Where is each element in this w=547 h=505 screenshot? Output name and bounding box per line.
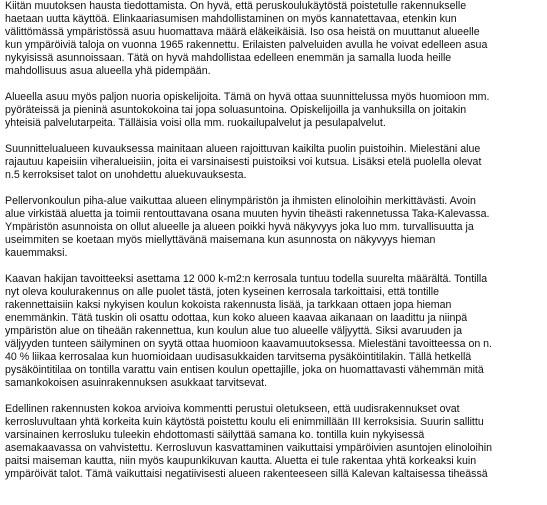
text-line: välittömässä ympäristössä asuu huomattava määrä eläkeikäisiä. Iso osa heistä on muuttanut alueelle	[5, 26, 480, 38]
text-line: varsinainen kerrosluku tuleekin ehdottomasti säilyttää samana ko. tontilla kuin nykyisessä	[5, 429, 425, 441]
paragraph-3	[5, 143, 543, 182]
paragraph-1	[5, 0, 543, 78]
text-line: Ympäristön asunnoista on ollut alueelle ja alueen poikki hyvä näkyvyys joka luo mm. turvallisuutta ja	[5, 221, 474, 233]
text-line: useimmiten se koetaan myös miellyttävänä maisemana kun asunnosta on näkyvyys hieman	[5, 234, 436, 246]
text-line: samankokoisen asuinrakennuksen asukkaat tarvitsevat.	[5, 377, 268, 389]
paragraph-4	[5, 195, 543, 260]
text-line: pyöräteissä ja pieninä asuntokokoina tai jopa soluasuntoina. Opiskelijoilla ja vanhuksilla on joitakin	[5, 104, 467, 116]
text-line: alue virkistää aluetta ja toimii rentouttavana osana muuten hyvin tiheästi rakennetussa Taka-Kalevassa.	[5, 208, 490, 220]
text-line: ympäröivät talot. Tämä vaikuttaisi negatiivisesti alueen rakenteeseen sillä Kalevan kaltaisessa tiheässä	[5, 468, 488, 480]
text-line: n.5 kerroksiset talot on unohdettu aluekuvauksesta.	[5, 169, 247, 181]
text-line: 40 % liikaa kerrosalaa kun huomioidaan uudisasukkaiden tarvitsema pysäköintitilakin. Tällä hetkellä	[5, 351, 472, 363]
text-line: pysäköintitilaa on tontilla varattu vain entisen koulun opettajille, joka on huomattavasti vähemmän mitä	[5, 364, 484, 376]
text-line: väljyyden tunteen säilyminen on syytä ottaa huomioon kaavamuutoksessa. Mielestäni tavoitteessa on n.	[5, 338, 493, 350]
paragraph-2	[5, 91, 543, 130]
document-body	[5, 0, 543, 481]
text-line: kerrosluvultaan yhtä korkeita kuin käytöstä poistettu koulu eli enimmillään III kerroksisia. Suurin sallittu	[5, 416, 484, 428]
paragraph-6	[5, 403, 543, 481]
text-line: Pellervonkoulun piha-alue vaikuttaa alueen elinympäristön ja ihmisten elinoloihin merkittävästi. Avoin	[5, 195, 476, 207]
text-line: paitsi maiseman kautta, niin myös kaupunkikuvan kautta. Aluetta ei tule rakentaa yhtä korkeaksi kuin	[5, 455, 477, 467]
text-line: Suunnittelualueen kuvauksessa mainitaan alueen rajoittuvan kaikilta puolin puistoihin. Mielestäni alue	[5, 143, 481, 155]
text-line: kun ympäröiviä taloja on vuonna 1965 rakennettu. Erilaisten palveluiden avulla he voivat edelleen asua	[5, 39, 488, 51]
text-line: haetaan uutta käyttöä. Elinkaariasumisen mahdollistaminen on myös kannatettavaa, etenkin kun	[5, 13, 457, 25]
paragraph-5	[5, 273, 543, 390]
text-line: nykyisissä asunnoissaan. Tätä on hyvä mahdollistaa edelleen enemmän ja samalla luoda heille	[5, 52, 452, 64]
text-line: mahdollisuus asua alueella yhä pidempään.	[5, 65, 211, 77]
text-line: Alueella asuu myös paljon nuoria opiskelijoita. Tämä on hyvä ottaa suunnittelussa myös huomioon mm.	[5, 91, 490, 103]
text-line: rajautuu kapeisiin viheralueisiin, joita ei varsinaisesti puistoiksi voi kutsua. Lisäksi etelä puolella olevat	[5, 156, 482, 168]
text-line: nyt oleva koulurakennus on alle puolet tästä, joten kyseinen kerrosala tarkoittaisi, että tontille	[5, 286, 440, 298]
text-line: enemmänkin. Tätä tuskin oli osattu odottaa, kun koko alueen kaavaa aikanaan on laadittu ja niinpä	[5, 312, 468, 324]
text-line: ympäristön alue on tiheään rakennettua, kun koulun alue tuo alueelle väljyyttä. Siksi avaruuden ja	[5, 325, 463, 337]
text-line: Edellinen rakennusten kokoa arvioiva kommentti perustui oletukseen, että uudisrakennukset ovat	[5, 403, 460, 415]
text-line: Kiitän muutoksen hausta tiedottamista. On hyvä, että peruskoulukäytöstä poistetulle rakennukselle	[5, 0, 467, 12]
text-line: Kaavan hakijan tavoitteeksi asettama 12 000 k-m2:n kerrosala tuntuu todella suurelta määrältä. Tontilla	[5, 273, 488, 285]
text-line: asemakaavassa on vahvistettu. Kerrosluvun kasvattaminen vaikuttaisi ympäröivien asuntojen elinoloihin	[5, 442, 492, 454]
text-line: kauemmaksi.	[5, 247, 68, 259]
text-line: rakennettaisiin kaksi nykyisen koulun kokoista rakennusta lisää, ja tarkkaan ottaen jopa hieman	[5, 299, 452, 311]
text-line: yhteisiä palvelutarpeita. Tälläisia voisi olla mm. ruokailupalvelut ja pesulapalvelut.	[5, 117, 386, 129]
